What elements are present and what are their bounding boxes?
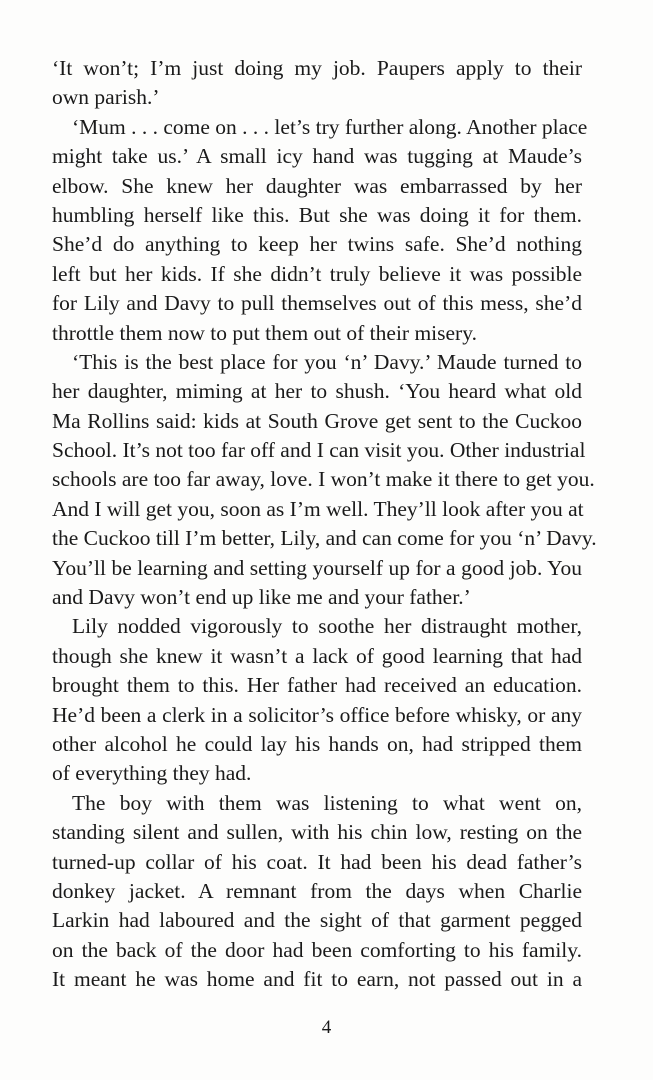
paragraph-4 <box>52 612 582 788</box>
text-line: and Davy won’t end up like me and your father.’ <box>52 585 471 610</box>
text-line: School. It’s not too far off and I can visit you. Other industrial <box>52 438 586 463</box>
text-line: though she knew it wasn’t a lack of good learning that had <box>52 643 582 668</box>
text-line: ‘Mum . . . come on . . . let’s try further along. Another place <box>72 114 588 139</box>
text-line: He’d been a clerk in a solicitor’s office before whisky, or any <box>52 702 582 727</box>
text-line: donkey jacket. A remnant from the days when Charlie <box>52 878 582 903</box>
page-number: 4 <box>321 1017 332 1038</box>
paragraph-5 <box>52 789 582 995</box>
text-line: left but her kids. If she didn’t truly believe it was possible <box>52 261 582 286</box>
text-line: of everything they had. <box>52 761 252 786</box>
text-line: her daughter, miming at her to shush. ‘You heard what old <box>52 379 582 404</box>
text-line: on the back of the door had been comforting to his family. <box>52 937 582 962</box>
text-line: The boy with them was listening to what went on, <box>72 790 582 815</box>
text-line: turned-up collar of his coat. It had been his dead father’s <box>52 849 582 874</box>
text-line: for Lily and Davy to pull themselves out of this mess, she’d <box>52 291 582 316</box>
text-line: elbow. She knew her daughter was embarrassed by her <box>52 173 582 198</box>
text-line: schools are too far away, love. I won’t make it there to get you. <box>52 467 595 492</box>
text-line: Ma Rollins said: kids at South Grove get sent to the Cuckoo <box>52 408 582 433</box>
text-line: And I will get you, soon as I’m well. They’ll look after you at <box>52 496 584 521</box>
text-line: She’d do anything to keep her twins safe. She’d nothing <box>52 232 582 257</box>
text-line: It meant he was home and fit to earn, not passed out in a <box>52 967 582 992</box>
text-line: You’ll be learning and setting yourself up for a good job. You <box>52 555 582 580</box>
text-line: humbling herself like this. But she was doing it for them. <box>52 202 582 227</box>
text-line: own parish.’ <box>52 85 160 110</box>
book-page-text <box>52 54 597 995</box>
text-line: ‘It won’t; I’m just doing my job. Paupers apply to their <box>52 56 582 80</box>
paragraph-3 <box>52 348 597 613</box>
paragraph-1 <box>52 54 582 113</box>
text-line: the Cuckoo till I’m better, Lily, and can come for you ‘n’ Davy. <box>52 526 597 551</box>
text-line: Larkin had laboured and the sight of that garment pegged <box>52 908 582 933</box>
paragraph-2 <box>52 113 588 348</box>
text-line: throttle them now to put them out of their misery. <box>52 320 477 345</box>
text-line: standing silent and sullen, with his chin low, resting on the <box>52 820 582 845</box>
text-line: other alcohol he could lay his hands on, had stripped them <box>52 731 582 756</box>
text-line: ‘This is the best place for you ‘n’ Davy.’ Maude turned to <box>72 349 582 374</box>
text-line: brought them to this. Her father had received an education. <box>52 673 582 698</box>
text-line: Lily nodded vigorously to soothe her distraught mother, <box>72 614 582 639</box>
text-line: might take us.’ A small icy hand was tugging at Maude’s <box>52 144 582 169</box>
